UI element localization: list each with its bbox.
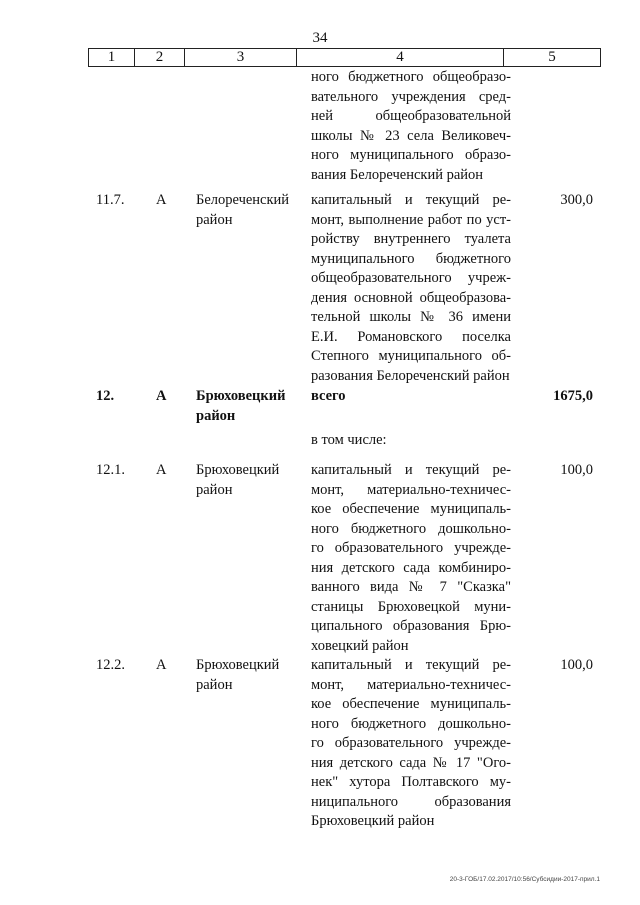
- row-12-1-description: капитальный и текущий ре- монт, материально-техничес- кое обеспечение муниципаль- ного бюджетного дошкольно- го образовательного учрежде- ния детского сада комбиниро- ванного вида № 7 "Сказка" станицы Брюховецкой муни- ципального образования Брю- ховецкий район: [311, 462, 511, 654]
- header-col-2: 2: [135, 49, 185, 66]
- row-12-number: 12.: [96, 388, 115, 404]
- row-12-region: Брюховецкий район: [196, 388, 286, 424]
- row-11-7-letter: А: [156, 192, 167, 208]
- header-col-5: 5: [548, 49, 556, 65]
- row-12-subtitle: в том числе:: [311, 432, 387, 448]
- row-12-1-number: 12.1.: [96, 462, 125, 478]
- header-col-1: 1: [89, 49, 135, 66]
- row-11-7-number: 11.7.: [96, 192, 125, 208]
- row-12-letter: А: [156, 388, 167, 404]
- row-12-description: всего: [311, 388, 346, 404]
- page-number: 34: [312, 30, 328, 46]
- row-12-amount: 1675,0: [553, 388, 593, 404]
- row-12-2-description: капитальный и текущий ре- монт, материально-техничес- кое обеспечение муниципаль- ного бюджетного дошкольно- го образовательного учрежде- ния детского сада № 17 "Ого- нек" хутора Полтавского му- ниципального образования Брюховецкий район: [311, 657, 511, 829]
- table-header: [88, 48, 601, 67]
- row-12-1-letter: А: [156, 462, 167, 478]
- row-12-2-number: 12.2.: [96, 657, 125, 673]
- row-12-2-letter: А: [156, 657, 167, 673]
- header-col-4: 4: [297, 49, 504, 66]
- row-11-7-amount: 300,0: [560, 192, 593, 208]
- header-col-3: 3: [185, 49, 297, 66]
- continuation-text: ного бюджетного общеобразо- вательного учреждения сред- ней общеобразовательной школы № 23 села Великовеч- ного муниципального образо- вания Белореченский район: [311, 69, 511, 183]
- document-footer: 20-3-ГОБ/17.02.2017/10:56/Субсидии-2017-прил.1: [449, 876, 600, 883]
- row-12-2-amount: 100,0: [560, 657, 593, 673]
- row-11-7-region: Белореченский район: [196, 192, 290, 228]
- row-12-2-region: Брюховецкий район: [196, 657, 280, 693]
- row-12-1-region: Брюховецкий район: [196, 462, 280, 498]
- row-12-1-amount: 100,0: [560, 462, 593, 478]
- row-11-7-description: капитальный и текущий ре- монт, выполнение работ по уст- ройству внутреннего туалета муниципального бюджетного общеобразовательного учреж- дения основной общеобразова- тельной школы № 36 имени Е.И. Романовского поселка Степного муниципального об- разования Белореченский район: [311, 192, 511, 384]
